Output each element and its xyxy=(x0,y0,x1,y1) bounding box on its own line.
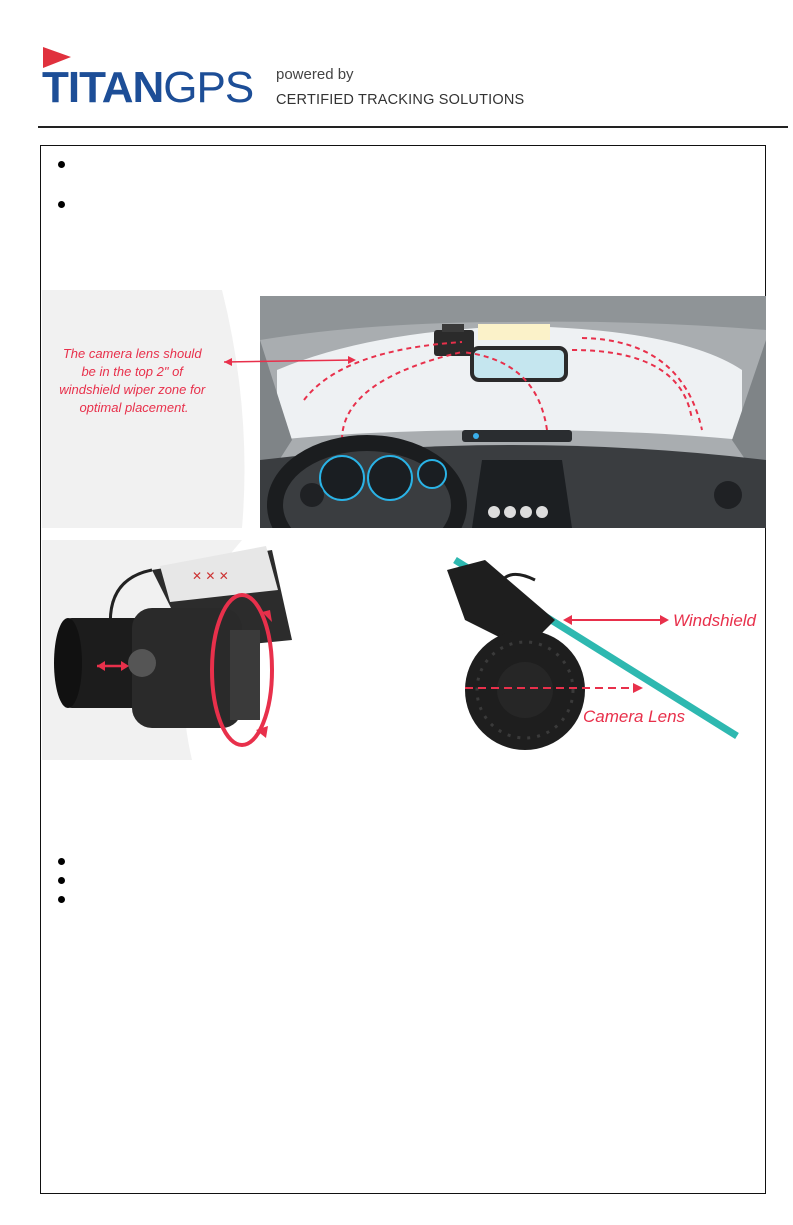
logo-gps: GPS xyxy=(163,63,254,112)
placement-note-line: The camera lens should xyxy=(62,346,202,361)
bullet-icon xyxy=(58,161,65,168)
page-header xyxy=(0,0,793,130)
powered-by-label: powered by xyxy=(276,66,354,83)
placement-note-line: be in the top 2" of xyxy=(81,364,183,379)
company-name: CERTIFIED TRACKING SOLUTIONS xyxy=(276,92,525,108)
placement-note-line: optimal placement. xyxy=(79,400,189,415)
bullet-icon xyxy=(58,896,65,903)
logo-titan: TITAN xyxy=(42,63,164,112)
bullet-icon xyxy=(58,877,65,884)
bullet-icon xyxy=(58,201,65,208)
windshield-angle-diagram xyxy=(425,550,765,760)
camera-rotation-illustration xyxy=(42,540,302,760)
placement-note-line: windshield wiper zone for xyxy=(59,382,206,397)
windshield-illustration xyxy=(42,290,766,528)
camera-lens-label: Camera Lens xyxy=(583,707,686,726)
brand-logo xyxy=(42,63,254,112)
header-divider xyxy=(38,126,788,128)
windshield-label: Windshield xyxy=(673,611,756,630)
svg-text:✕ ✕ ✕: ✕ ✕ ✕ xyxy=(192,569,229,583)
bullet-icon xyxy=(58,858,65,865)
